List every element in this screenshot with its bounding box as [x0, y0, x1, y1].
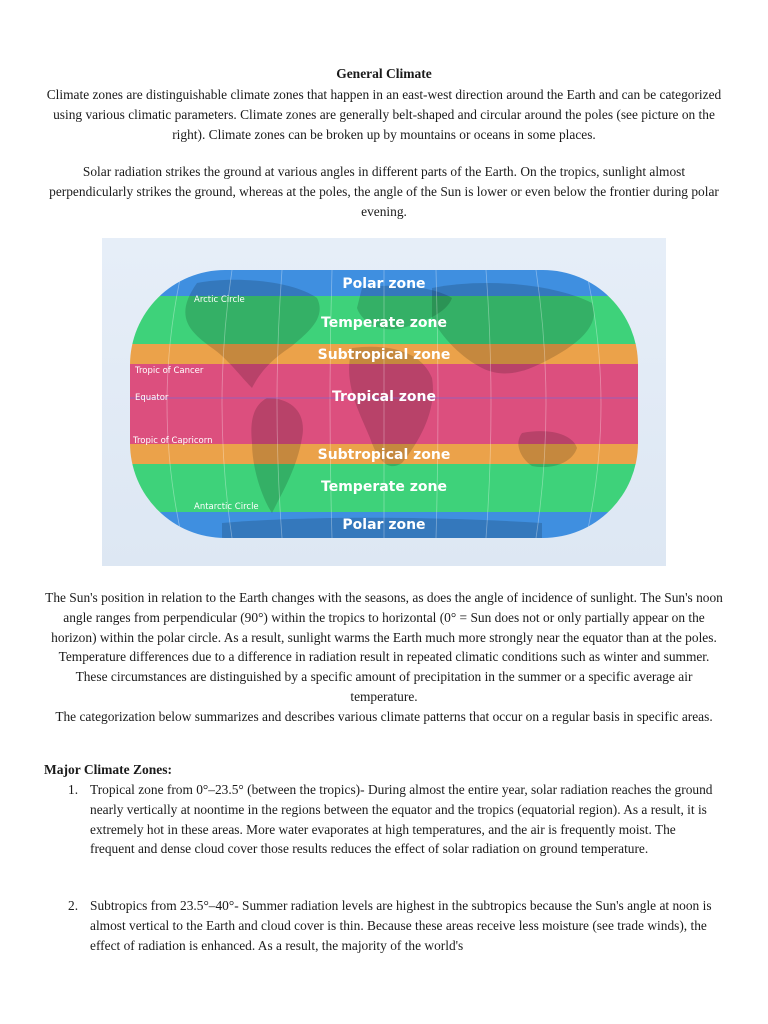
- sun-position-text: The Sun's position in relation to the Earth changes with the seasons, as does the angle of incidence of sunlight. The Sun's noon angle ranges from perpendicular (90°) within the tropics to horizontal (0° = Sun does not or only partially appear on the horizon) within the polar circle. As a result, sunlight warms the Earth much more strongly near the equator than at the poles. Temperature differences due to a difference in radiation result in repeated climatic conditions such as winter and summer. These circumstances are distinguished by a specific amount of precipitation in the summer or a specific average air temperature.: [45, 590, 723, 704]
- polar-zone-top-label: Polar zone: [342, 276, 426, 292]
- tropical-zone-label: Tropical zone: [331, 389, 437, 405]
- solar-radiation-paragraph: Solar radiation strikes the ground at various angles in different parts of the Earth. On the tropics, sunlight almost perpendicularly strikes the ground, whereas at the poles, the angle of the Sun is lower or even below the frontier during polar evening.: [49, 164, 719, 219]
- major-climate-zones-heading: Major Climate Zones:: [44, 762, 172, 777]
- temperate-zone-top-label: Temperate zone: [321, 315, 447, 331]
- polar-zone-bottom-label: Polar zone: [342, 517, 426, 533]
- antarctic-circle-label: Antarctic Circle: [194, 502, 259, 512]
- climate-zones-map: [102, 238, 666, 566]
- equator-label: Equator: [135, 393, 169, 403]
- climate-zones-map-graphic: [102, 238, 666, 566]
- subtropical-zone-bottom-label: Subtropical zone: [317, 447, 451, 463]
- list-item-number: 1.: [68, 782, 79, 797]
- list-item-number: 2.: [68, 898, 79, 913]
- subtropical-zone-top-label: Subtropical zone: [317, 347, 451, 363]
- intro-paragraph: Climate zones are distinguishable climate zones that happen in an east-west direction around the Earth and can be categorized using various climatic parameters. Climate zones are generally belt-shaped and circular around the poles (see picture on the right). Climate zones can be broken up by mountains or oceans in some places.: [46, 87, 722, 142]
- tropic-of-cancer-label: Tropic of Cancer: [135, 366, 204, 376]
- arctic-circle-label: Arctic Circle: [194, 295, 245, 305]
- temperate-zone-bottom-label: Temperate zone: [321, 479, 447, 495]
- categorization-text: The categorization below summarizes and describes various climate patterns that occur on a regular basis in specific areas.: [55, 708, 713, 724]
- sun-position-paragraph: [44, 588, 724, 727]
- tropic-of-capricorn-label: Tropic of Capricorn: [133, 436, 213, 446]
- list-item-text: Tropical zone from 0°–23.5° (between the tropics)- During almost the entire year, solar radiation reaches the ground nearly vertically at noontime in the regions between the equator and the tropics (equatorial region). As a result, it is extremely hot in these areas. More water evaporates at high temperatures, and the air is frequently moist. The frequent and dense cloud cover those results reduces the effect of solar radiation on ground temperature.: [90, 782, 713, 857]
- document-title: General Climate: [336, 66, 432, 81]
- list-item-text: Subtropics from 23.5°–40°- Summer radiation levels are highest in the subtropics because the Sun's angle at noon is almost vertical to the Earth and cloud cover is thin. Because these areas receive less moisture (see trade winds), the effect of radiation is enhanced. As a result, the majority of the world's: [90, 898, 712, 953]
